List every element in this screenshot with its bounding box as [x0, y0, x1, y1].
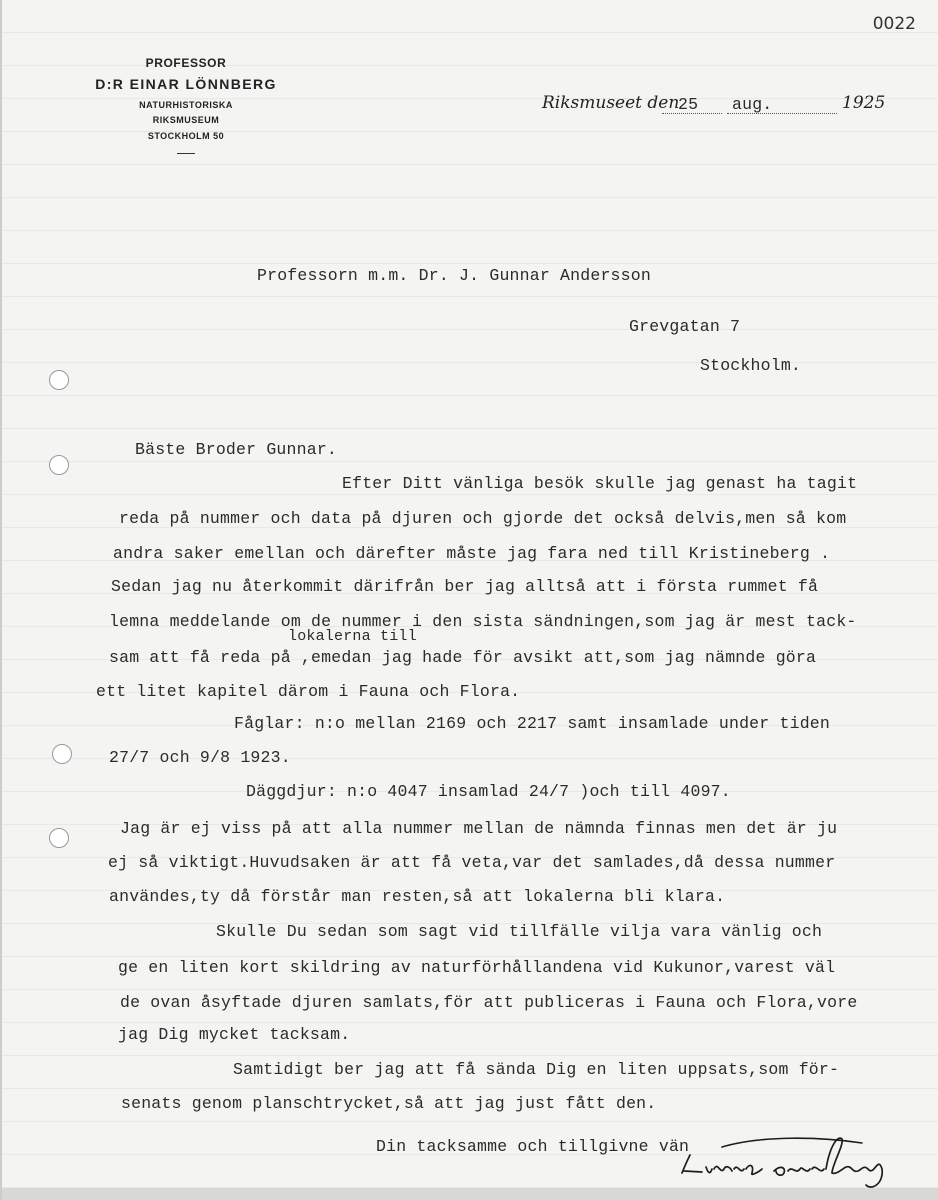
body-line: ett litet kapitel därom i Fauna och Flora. — [96, 682, 521, 701]
punch-hole — [52, 744, 72, 764]
punch-hole — [49, 828, 69, 848]
punch-hole — [49, 370, 69, 390]
date-place: Riksmuseet den — [542, 93, 680, 113]
date-day: 25 — [678, 95, 699, 114]
salutation: Bäste Broder Gunnar. — [135, 440, 338, 459]
letterhead-rule — [177, 153, 195, 154]
letterhead-name: D:R EINAR LÖNNBERG — [95, 76, 277, 92]
body-line: reda på nummer och data på djuren och gjorde det också delvis,men så kom — [119, 509, 847, 528]
body-line: Jag är ej viss på att alla nummer mellan de nämnda finnas men det är ju — [120, 819, 838, 838]
letterhead-city: STOCKHOLM 50 — [147, 131, 225, 141]
insertion-text: lokalerna till — [288, 628, 417, 645]
page-bottom-edge — [2, 1188, 938, 1200]
date-year: 1925 — [842, 93, 886, 113]
page-number: 0022 — [872, 14, 916, 34]
body-line: ge en liten kort skildring av naturförhållandena vid Kukunor,varest väl — [118, 958, 836, 977]
body-line: de ovan åsyftade djuren samlats,för att publiceras i Fauna och Flora,vore — [120, 993, 858, 1012]
punch-hole — [49, 455, 69, 475]
body-line: Efter Ditt vänliga besök skulle jag genast ha tagit — [342, 474, 858, 493]
body-line: Däggdjur: n:o 4047 insamlad 24/7 )och till 4097. — [246, 782, 731, 801]
body-line: användes,ty då förstår man resten,så att lokalerna bli klara. — [109, 887, 726, 906]
body-line: Samtidigt ber jag att få sända Dig en liten uppsats,som för- — [233, 1060, 840, 1079]
body-line: Fåglar: n:o mellan 2169 och 2217 samt insamlade under tiden — [234, 714, 830, 733]
body-line: ej så viktigt.Huvudsaken är att få veta,var det samlades,då dessa nummer — [108, 853, 836, 872]
city-line: Stockholm. — [700, 356, 802, 375]
letterhead-institution-2: RIKSMUSEUM — [152, 115, 220, 125]
closing-line: Din tacksamme och tillgivne vän — [376, 1137, 690, 1156]
letterhead-title: PROFESSOR — [145, 56, 227, 70]
body-line: Skulle Du sedan som sagt vid tillfälle vilja vara vänlig och — [216, 922, 823, 941]
body-line: 27/7 och 9/8 1923. — [109, 748, 291, 767]
body-line: sam att få reda på ,emedan jag hade för avsikt att,som jag nämnde göra — [109, 648, 817, 667]
body-line: andra saker emellan och därefter måste jag fara ned till Kristineberg . — [113, 544, 831, 563]
body-line: lemna meddelande om de nummer i den sista sändningen,som jag är mest tack- — [109, 612, 857, 631]
recipient-line: Professorn m.m. Dr. J. Gunnar Andersson — [257, 266, 651, 285]
body-line: jag Dig mycket tacksam. — [118, 1025, 351, 1044]
body-line: Sedan jag nu återkommit därifrån ber jag alltså att i första rummet få — [111, 577, 819, 596]
date-month: aug. — [732, 95, 773, 114]
body-line: senats genom planschtrycket,så att jag just fått den. — [121, 1094, 657, 1113]
street-line: Grevgatan 7 — [629, 317, 741, 336]
signature-image — [662, 1125, 922, 1195]
letterhead-institution-1: NATURHISTORISKA — [139, 100, 233, 110]
